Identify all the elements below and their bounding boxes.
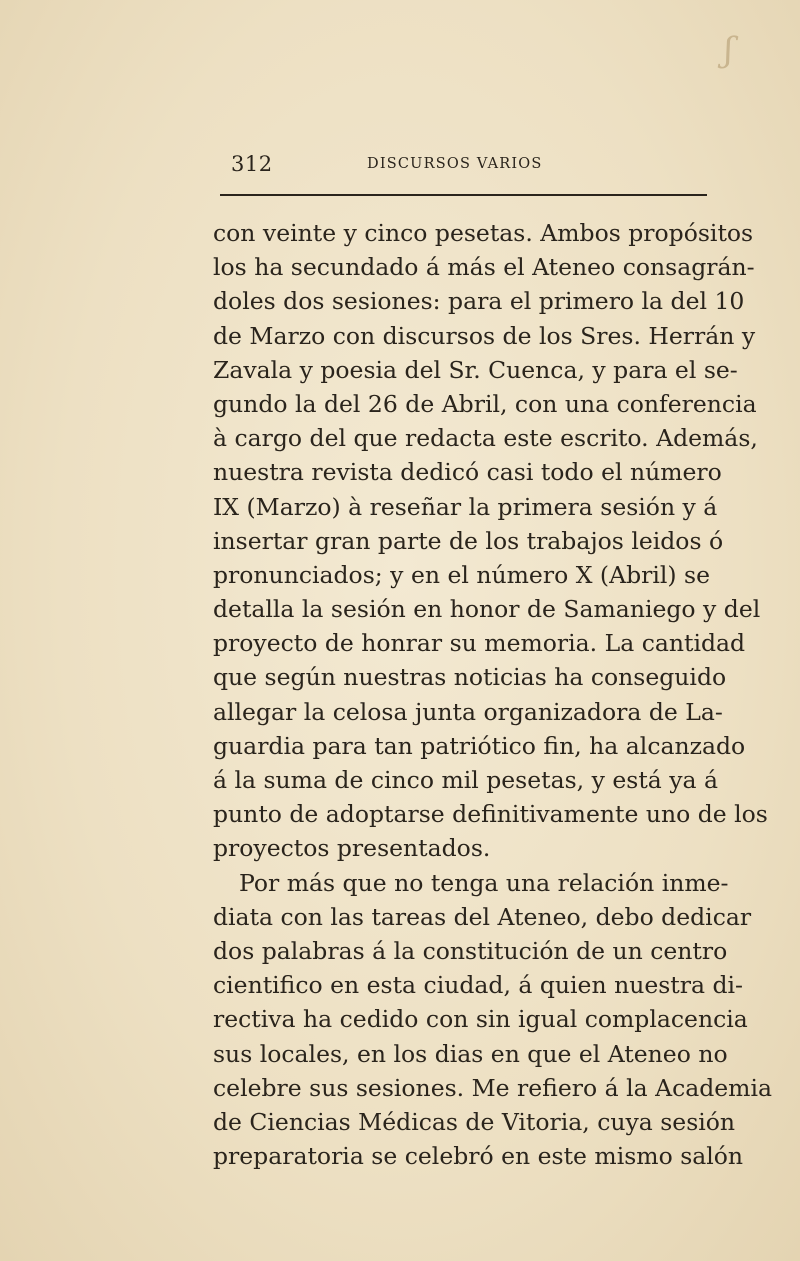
- text-line: rectiva ha cedido con sin igual complacencia: [213, 1005, 748, 1034]
- margin-ink-mark: ʃ: [724, 30, 734, 70]
- text-line: nuestra revista dedicó casi todo el número: [213, 458, 722, 487]
- text-line: que según nuestras noticias ha conseguido: [213, 663, 727, 692]
- text-line: Zavala y poesia del Sr. Cuenca, y para el se-: [213, 355, 738, 384]
- text-line: los ha secundado á más el Ateneo consagrán-: [213, 253, 755, 282]
- text-line: guardia para tan patriótico fin, ha alcanzado: [213, 731, 746, 760]
- text-line: con veinte y cinco pesetas. Ambos propósitos: [213, 219, 754, 247]
- text-line: á la suma de cinco mil pesetas, y está ya á: [213, 766, 719, 794]
- text-line: allegar la celosa junta organizadora de La-: [213, 697, 723, 726]
- text-line: sus locales, en los dias en que el Ateneo no: [213, 1039, 728, 1068]
- text-line: diata con las tareas del Ateneo, debo dedicar: [213, 902, 752, 931]
- text-line: IX (Marzo) à reseñar la primera sesión y á: [213, 492, 718, 521]
- page-number: 312: [231, 152, 273, 176]
- text-line: gundo la del 26 de Abril, con una conferencia: [213, 389, 757, 418]
- text-line: punto de adoptarse definitivamente uno de los: [213, 800, 768, 829]
- text-line: de Ciencias Médicas de Vitoria, cuya sesión: [213, 1107, 736, 1136]
- text-line: dos palabras á la constitución de un centro: [213, 936, 728, 965]
- text-line: preparatoria se celebró en este mismo salón: [213, 1142, 744, 1171]
- text-line: detalla la sesión en honor de Samaniego y del: [213, 595, 761, 624]
- page-header: [213, 150, 710, 190]
- text-line: celebre sus sesiones. Me refiero á la Academia: [213, 1073, 772, 1102]
- header-rule: [220, 194, 707, 196]
- body-text: [213, 216, 772, 1173]
- text-line: de Marzo con discursos de los Sres. Herrán y: [213, 321, 756, 350]
- paragraph-last-line: proyectos presentados.: [213, 834, 491, 863]
- text-line: proyecto de honrar su memoria. La cantidad: [213, 629, 746, 658]
- running-title: DISCURSOS VARIOS: [367, 156, 543, 172]
- text-line: cientifico en esta ciudad, á quien nuestra di-: [213, 971, 743, 1000]
- paragraph-first-line: Por más que no tenga una relación inme-: [239, 868, 729, 897]
- text-line: insertar gran parte de los trabajos leidos ó: [213, 526, 724, 555]
- text-line: doles dos sesiones: para el primero la del 10: [213, 287, 745, 316]
- text-line: pronunciados; y en el número X (Abril) se: [213, 560, 710, 589]
- text-line: à cargo del que redacta este escrito. Además,: [213, 424, 758, 453]
